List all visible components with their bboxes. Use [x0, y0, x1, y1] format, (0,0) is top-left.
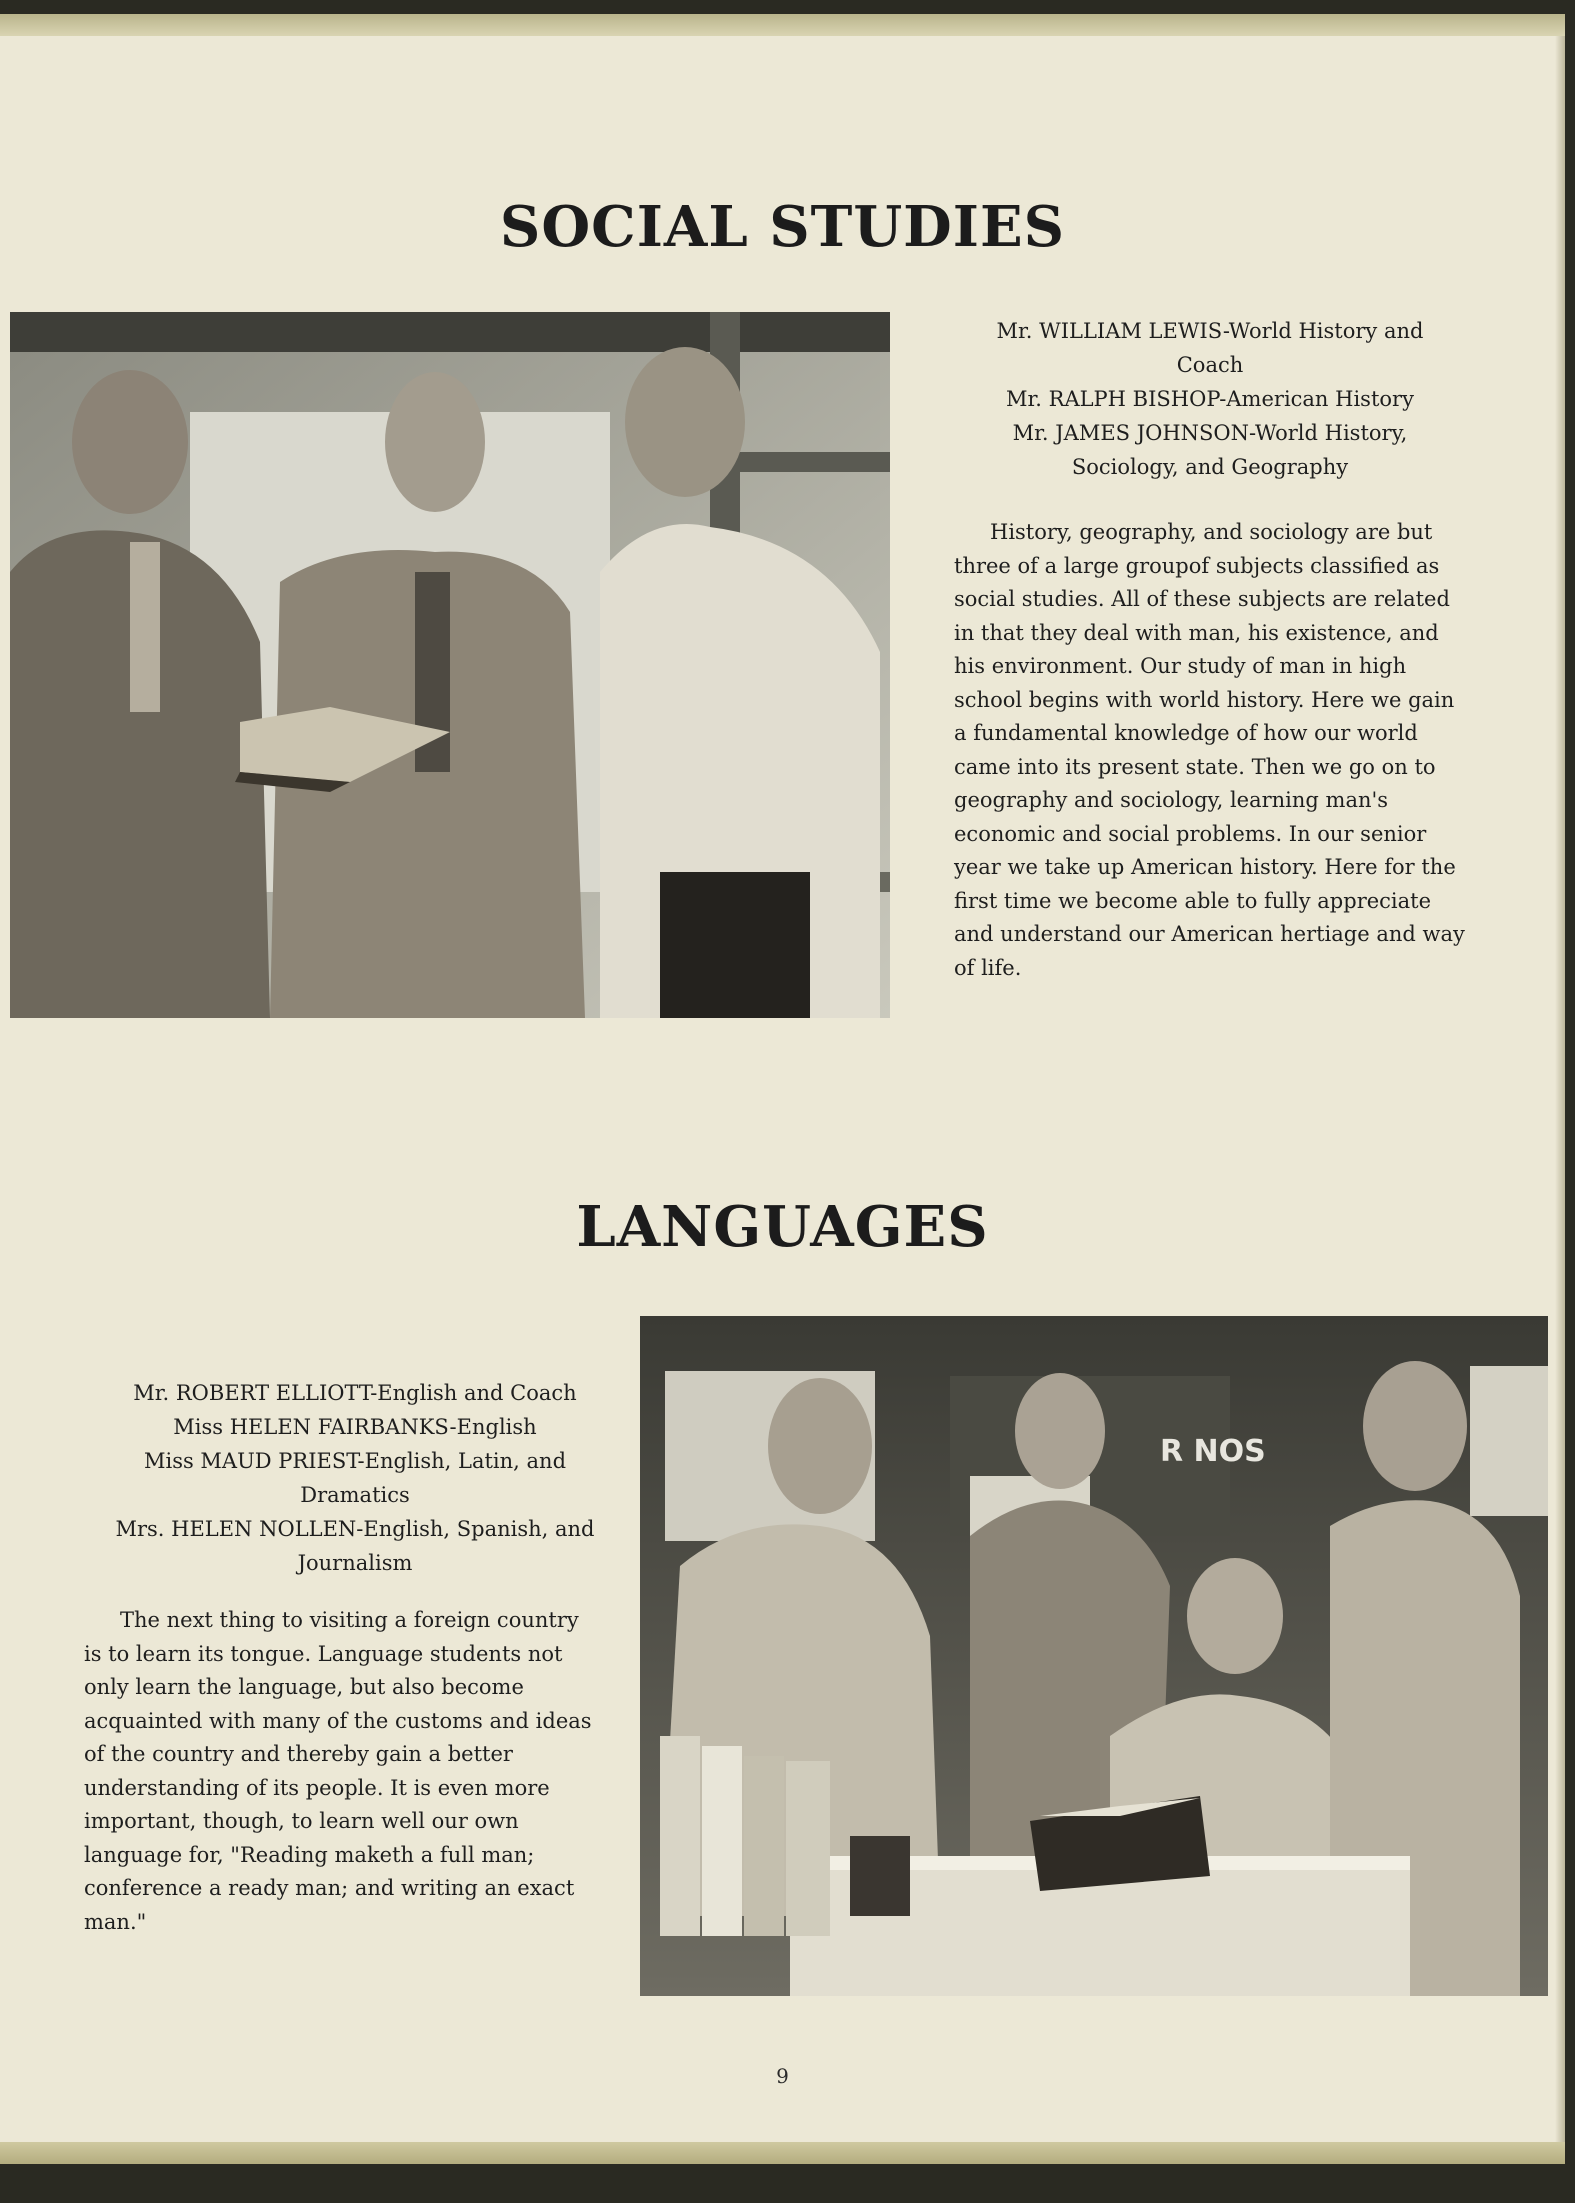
- staff-line: Mr. RALPH BISHOP-American History: [1006, 387, 1414, 411]
- staff-line: Miss HELEN FAIRBANKS-English: [173, 1415, 537, 1439]
- social-studies-teachers-photo: [10, 312, 890, 1018]
- classroom-sign-text: R NOS: [1160, 1434, 1266, 1469]
- page-right-edge: [1555, 36, 1565, 2142]
- social-studies-staff-list: [948, 314, 1472, 484]
- staff-line: Dramatics: [300, 1483, 410, 1507]
- staff-line: Mr. JAMES JOHNSON-World History,: [1012, 421, 1408, 445]
- staff-line: Mrs. HELEN NOLLEN-English, Spanish, and: [115, 1517, 595, 1541]
- staff-line: Mr. ROBERT ELLIOTT-English and Coach: [133, 1381, 577, 1405]
- staff-line: Journalism: [297, 1551, 413, 1575]
- yearbook-page: [0, 14, 1565, 2164]
- staff-line: Sociology, and Geography: [1071, 455, 1349, 479]
- social-studies-photo-image: [10, 312, 890, 1018]
- languages-staff-list: [90, 1376, 620, 1580]
- staff-line: Miss MAUD PRIEST-English, Latin, and: [143, 1449, 567, 1473]
- page-number: 9: [776, 2064, 789, 2088]
- staff-line: Coach: [1176, 353, 1244, 377]
- languages-teachers-photo: [640, 1316, 1548, 1996]
- page-bottom-edge: [0, 2142, 1565, 2164]
- page-top-edge: [0, 14, 1565, 36]
- languages-heading: LANGUAGES: [576, 1194, 989, 1260]
- staff-line: Mr. WILLIAM LEWIS-World History and: [996, 319, 1424, 343]
- social-studies-heading: SOCIAL STUDIES: [499, 194, 1066, 260]
- languages-photo-image: [640, 1316, 1548, 1996]
- social-studies-paragraph: History, geography, and sociology are but three of a large groupof subjects classified as social studies. All of these subjects are related in that they deal with man, his existence, and his environment. Our study of man in high school begins with world history. Here we gain a fundamental knowledge of how our world came into its present state. Then we go on to geography and sociology, learning man's economic and social problems. In our senior year we take up American history. Here for the first time we become able to fully appreciate and understand our American hertiage and way of life.: [954, 520, 1465, 980]
- languages-description: [84, 1604, 594, 1939]
- social-studies-description: [954, 516, 1468, 985]
- languages-paragraph: The next thing to visiting a foreign country is to learn its tongue. Language students not only learn the language, but also become acquainted with many of the customs and ideas of the country and thereby gain a better understanding of its people. It is even more important, though, to learn well our own language for, "Reading maketh a full man; conference a ready man; and writing an exact man.": [84, 1608, 592, 1934]
